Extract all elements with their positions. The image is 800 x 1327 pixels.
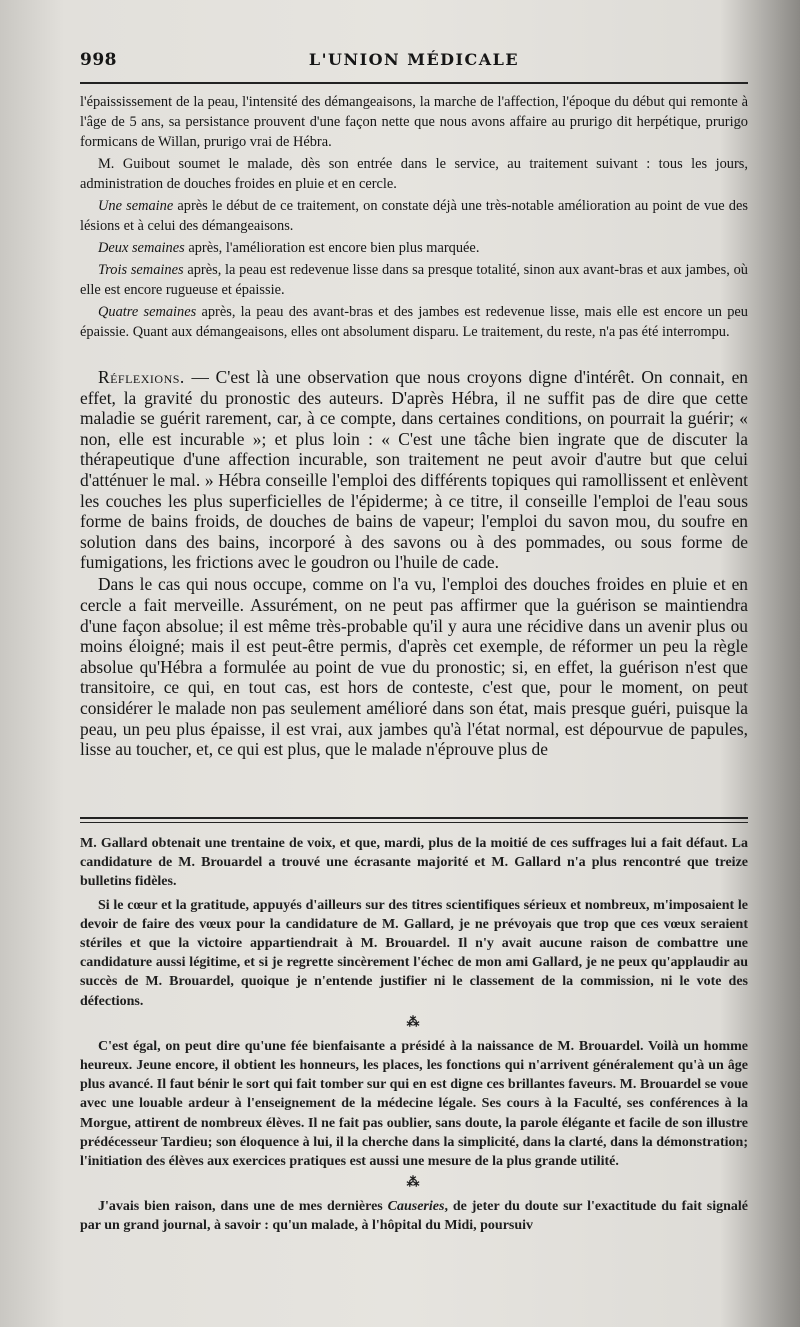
feuilleton-section	[80, 834, 748, 1240]
feuilleton-paragraph: C'est égal, on peut dire qu'une fée bienfaisante a présidé à la naissance de M. Brouardel. Voilà un homme heureux. Jeune encore, il obtient les honneurs, les places, les fonctions qui n'arrivent généralement qu'à un âge plus avancé. Il faut bénir le sort qui fait tomber sur qui en est digne ces brillantes faveurs. M. Brouardel se voue avec une louable ardeur à l'enseignement de la médecine légale. Ses cours à la Faculté, ses conférences à la Morgue, attirent de nombreux élèves. Il ne fait pas oublier, sans doute, la parole élégante et facile de son illustre prédécesseur Tardieu; son éloquence à lui, il la cherche dans la simplicité, dans la clarté, dans la démonstration; l'initiation des élèves aux exercices pratiques est aussi une mesure de la plus grande utilité.	[80, 1038, 748, 1170]
case-paragraph	[80, 260, 748, 300]
week-label: Une semaine	[98, 198, 174, 215]
feuilleton-text: J'avais bien raison, dans une de mes dernières	[98, 1199, 388, 1215]
page-header	[80, 50, 748, 80]
running-title: L'UNION MÉDICALE	[308, 50, 520, 69]
page-number: 998	[80, 50, 117, 70]
case-text: après, la peau est redevenue lisse dans sa presque totalité, sinon aux avant-bras et aux jambes, où elle est encore rugueuse et épaissie.	[80, 261, 748, 298]
reflexions-text: — C'est là une observation que nous croyons digne d'intérêt. On connait, en effet, la gravité du pronostic des auteurs. D'après Hébra, il ne suffit pas de dire que cette maladie se guérit rarement, car, à ce compte, dans certaines conditions, on pourrait la guérir; « non, elle est incurable »; et plus loin : « C'est une tâche bien ingrate que de discuter la thérapeutique d'une affection incurable, son traitement ne peut avoir d'autre but que celui d'atténuer le mal. » Hébra conseille l'emploi des différents topiques qui ramollissent et enlèvent les couches les plus superficielles de l'épiderme; à ce titre, il conseille l'emploi de l'eau sous forme de bains froids, de douches de bains de vapeur; l'emploi du savon mou, du soufre en solution dans des bains, incorporé à des savons ou à des pommades, ou sous forme de fumigations, les frictions avec le goudron ou l'huile de cade.	[80, 367, 748, 573]
case-paragraph: l'épaississement de la peau, l'intensité des démangeaisons, la marche de l'affection, l'époque du début qui remonte à l'âge de 5 ans, sa persistance prouvent d'une façon nette que nous avons affaire au prurigo dit herpétique, prurigo formicans de Willan, prurigo vrai de Hébra.	[80, 94, 748, 151]
case-text: après, la peau des avant-bras et des jambes est redevenue lisse, mais elle est encore un peu épaissie. Quant aux démangeaisons, elles ont absolument disparu. Le traitement, du reste, n'a pas été interrompu.	[80, 303, 748, 340]
reflexions-paragraph	[80, 367, 748, 573]
feuilleton-paragraph: M. Gallard obtenait une trentaine de voix, et que, mardi, plus de la moitié de ces suffrages lui a fait défaut. La candidature de M. Brouardel a trouvé une écrasante majorité et M. Gallard n'a plus rencontré que treize bulletins fidèles.	[80, 836, 748, 890]
week-label: Trois semaines	[98, 261, 184, 278]
header-rule	[80, 82, 748, 84]
asterism-separator: ⁂	[406, 1174, 422, 1190]
feuilleton-rule	[80, 817, 748, 823]
feuilleton-paragraph	[80, 1197, 748, 1235]
reflexions-section	[80, 367, 748, 761]
section-heading: Réflexions.	[98, 367, 185, 387]
case-paragraph	[80, 302, 748, 342]
case-paragraph	[80, 238, 748, 258]
case-report	[80, 92, 748, 343]
case-text: après le début de ce traitement, on constate déjà une très-notable amélioration au point de vue des lésions et à celui des démangeaisons.	[80, 198, 748, 235]
feuilleton-paragraph: Si le cœur et la gratitude, appuyés d'ailleurs sur des titres scientifiques sérieux et nombreux, m'imposaient le devoir de faire des vœux pour la candidature de M. Gallard, je ne prévoyais que trop que ces vœux seraient stériles et que la victoire appartiendrait à M. Brouardel. Il n'y avait aucune raison de combattre une candidature aussi légitime, et si je regrette sincèrement l'échec de mon ami Gallard, je ne peux qu'applaudir au succès de M. Brouardel, quoique je n'entende justifier ni le classement de la commission, ni le vote des défections.	[80, 897, 748, 1009]
case-paragraph	[80, 196, 748, 236]
case-text: après, l'amélioration est encore bien plus marquée.	[184, 239, 480, 256]
week-label: Deux semaines	[98, 239, 185, 256]
feuilleton-text: , de jeter du doute sur l'exactitude du fait signalé par un grand journal, à savoir : qu'un malade, à l'hôpital du Midi, poursuiv	[80, 1199, 748, 1234]
asterism-separator: ⁂	[406, 1013, 422, 1029]
case-paragraph: M. Guibout soumet le malade, dès son entrée dans le service, au traitement suivant : tous les jours, administration de douches froides en pluie et en cercle.	[80, 156, 748, 193]
week-label: Quatre semaines	[98, 303, 197, 320]
reflexions-paragraph: Dans le cas qui nous occupe, comme on l'a vu, l'emploi des douches froides en pluie et en cercle a fait merveille. Assurément, on ne peut pas affirmer que la guérison se maintiendra d'une façon absolue; il est même très-probable qu'il y aura une récidive dans un avenir plus ou moins éloigné; mais il est peut-être permis, d'après cet exemple, de réformer un peu la règle absolue qu'Hébra a formulée au point de vue du pronostic; si, en effet, la guérison n'est que transitoire, ce qui, en tout cas, est hors de conteste, c'est que, pour le moment, on peut considérer le malade non pas seulement amélioré dans son état, mais presque guéri, puisque la peau, un peu plus épaisse, il est vrai, aux jambes qu'à l'état normal, est dépourvue de papules, lisse au toucher, et, ce qui est plus, que le malade n'éprouve plus de	[80, 574, 748, 760]
causeries-title: Causeries	[387, 1199, 445, 1215]
